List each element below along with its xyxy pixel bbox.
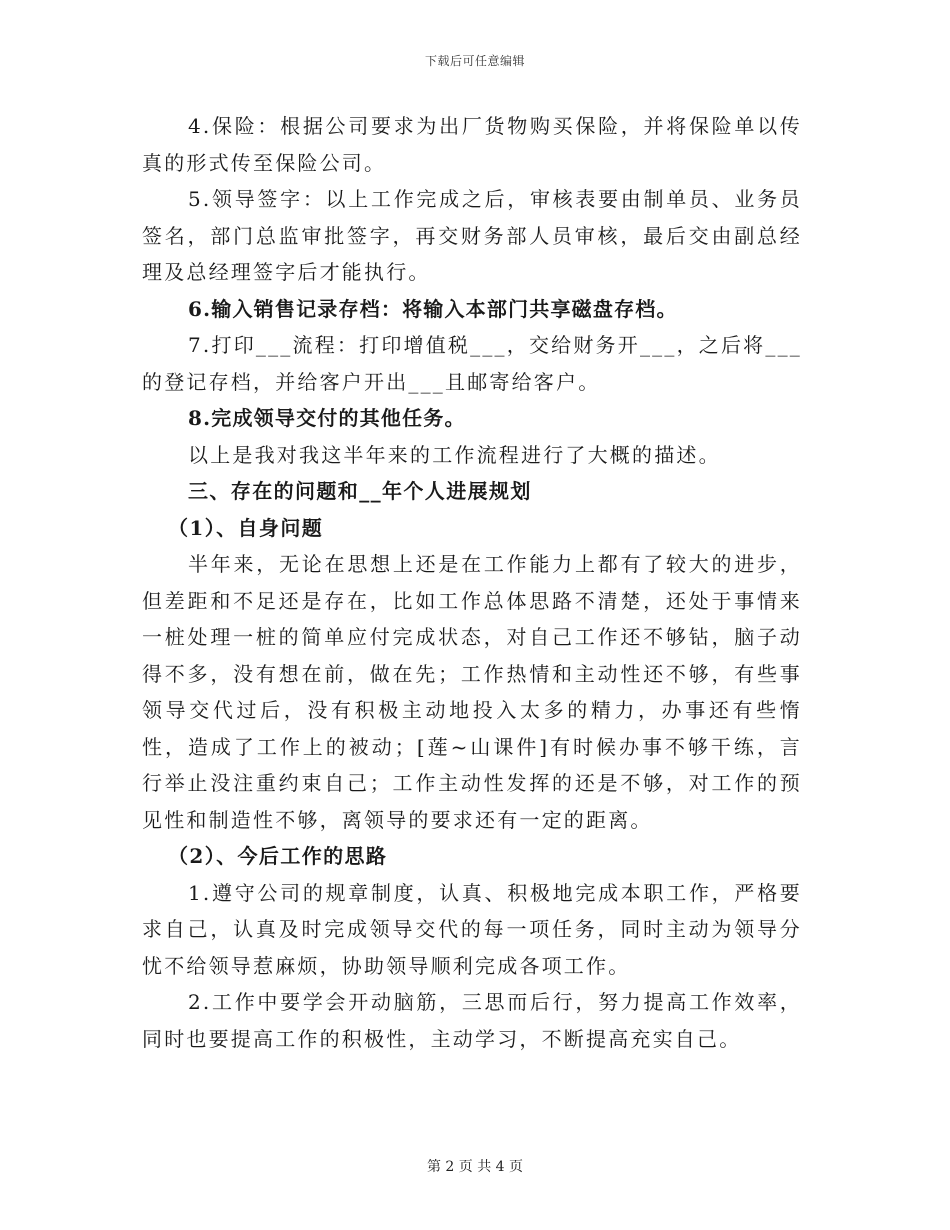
page-footer: 第 2 页 共 4 页 — [426, 1159, 524, 1175]
paragraph-summary: 以上是我对我这半年来的工作流程进行了大概的描述。 — [188, 442, 721, 467]
subheading-self-problems: （1）、自身问题 — [168, 515, 324, 540]
paragraph-future-2: 2.工作中要学会开动脑筋，三思而后行，努力提高工作效率，同时也要提高工作的积极性，主动学习，不断提高充实自己。 — [142, 990, 802, 1051]
paragraph-insurance: 4.保险：根据公司要求为出厂货物购买保险，并将保险单以传真的形式传至保险公司。 — [142, 114, 802, 175]
paragraph-future-1: 1.遵守公司的规章制度，认真、积极地完成本职工作，严格要求自己，认真及时完成领导交代的每一项任务，同时主动为领导分忧不给领导惹麻烦，协助领导顺利完成各项工作。 — [142, 880, 802, 978]
paragraph-sales-record: 6.输入销售记录存档：将输入本部门共享磁盘存档。 — [188, 296, 678, 321]
page-header: 下载后可任意编辑 — [424, 54, 525, 68]
subheading-future-ideas: （2）、今后工作的思路 — [168, 844, 388, 868]
section-heading-problems-plan: 三、存在的问题和__年个人进展规划 — [188, 479, 532, 503]
document-body — [142, 108, 802, 1057]
paragraph-print-process: 7.打印___流程：打印增值税___，交给财务开___，之后将___的登记存档，并给客户开出___且邮寄给客户。 — [142, 333, 802, 394]
paragraph-other-tasks: 8.完成领导交付的其他任务。 — [188, 406, 466, 430]
paragraph-self-problems: 半年来，无论在思想上还是在工作能力上都有了较大的进步，但差距和不足还是存在，比如工作总体思路不清楚，还处于事情来一桩处理一桩的简单应付完成状态，对自己工作还不够钻，脑子动得不多，没有想在前，做在先；工作热情和主动性还不够，有些事领导交代过后，没有积极主动地投入太多的精力，办事还有些惰性，造成了工作上的被动；[莲~山课件]有时候办事不够干练，言行举止没注重约束自己；工作主动性发挥的还是不够，对工作的预见性和制造性不够，离领导的要求还有一定的距离。 — [142, 552, 802, 832]
paragraph-leader-signature: 5.领导签字：以上工作完成之后，审核表要由制单员、业务员签名，部门总监审批签字，再交财务部人员审核，最后交由副总经理及总经理签字后才能执行。 — [142, 187, 802, 284]
